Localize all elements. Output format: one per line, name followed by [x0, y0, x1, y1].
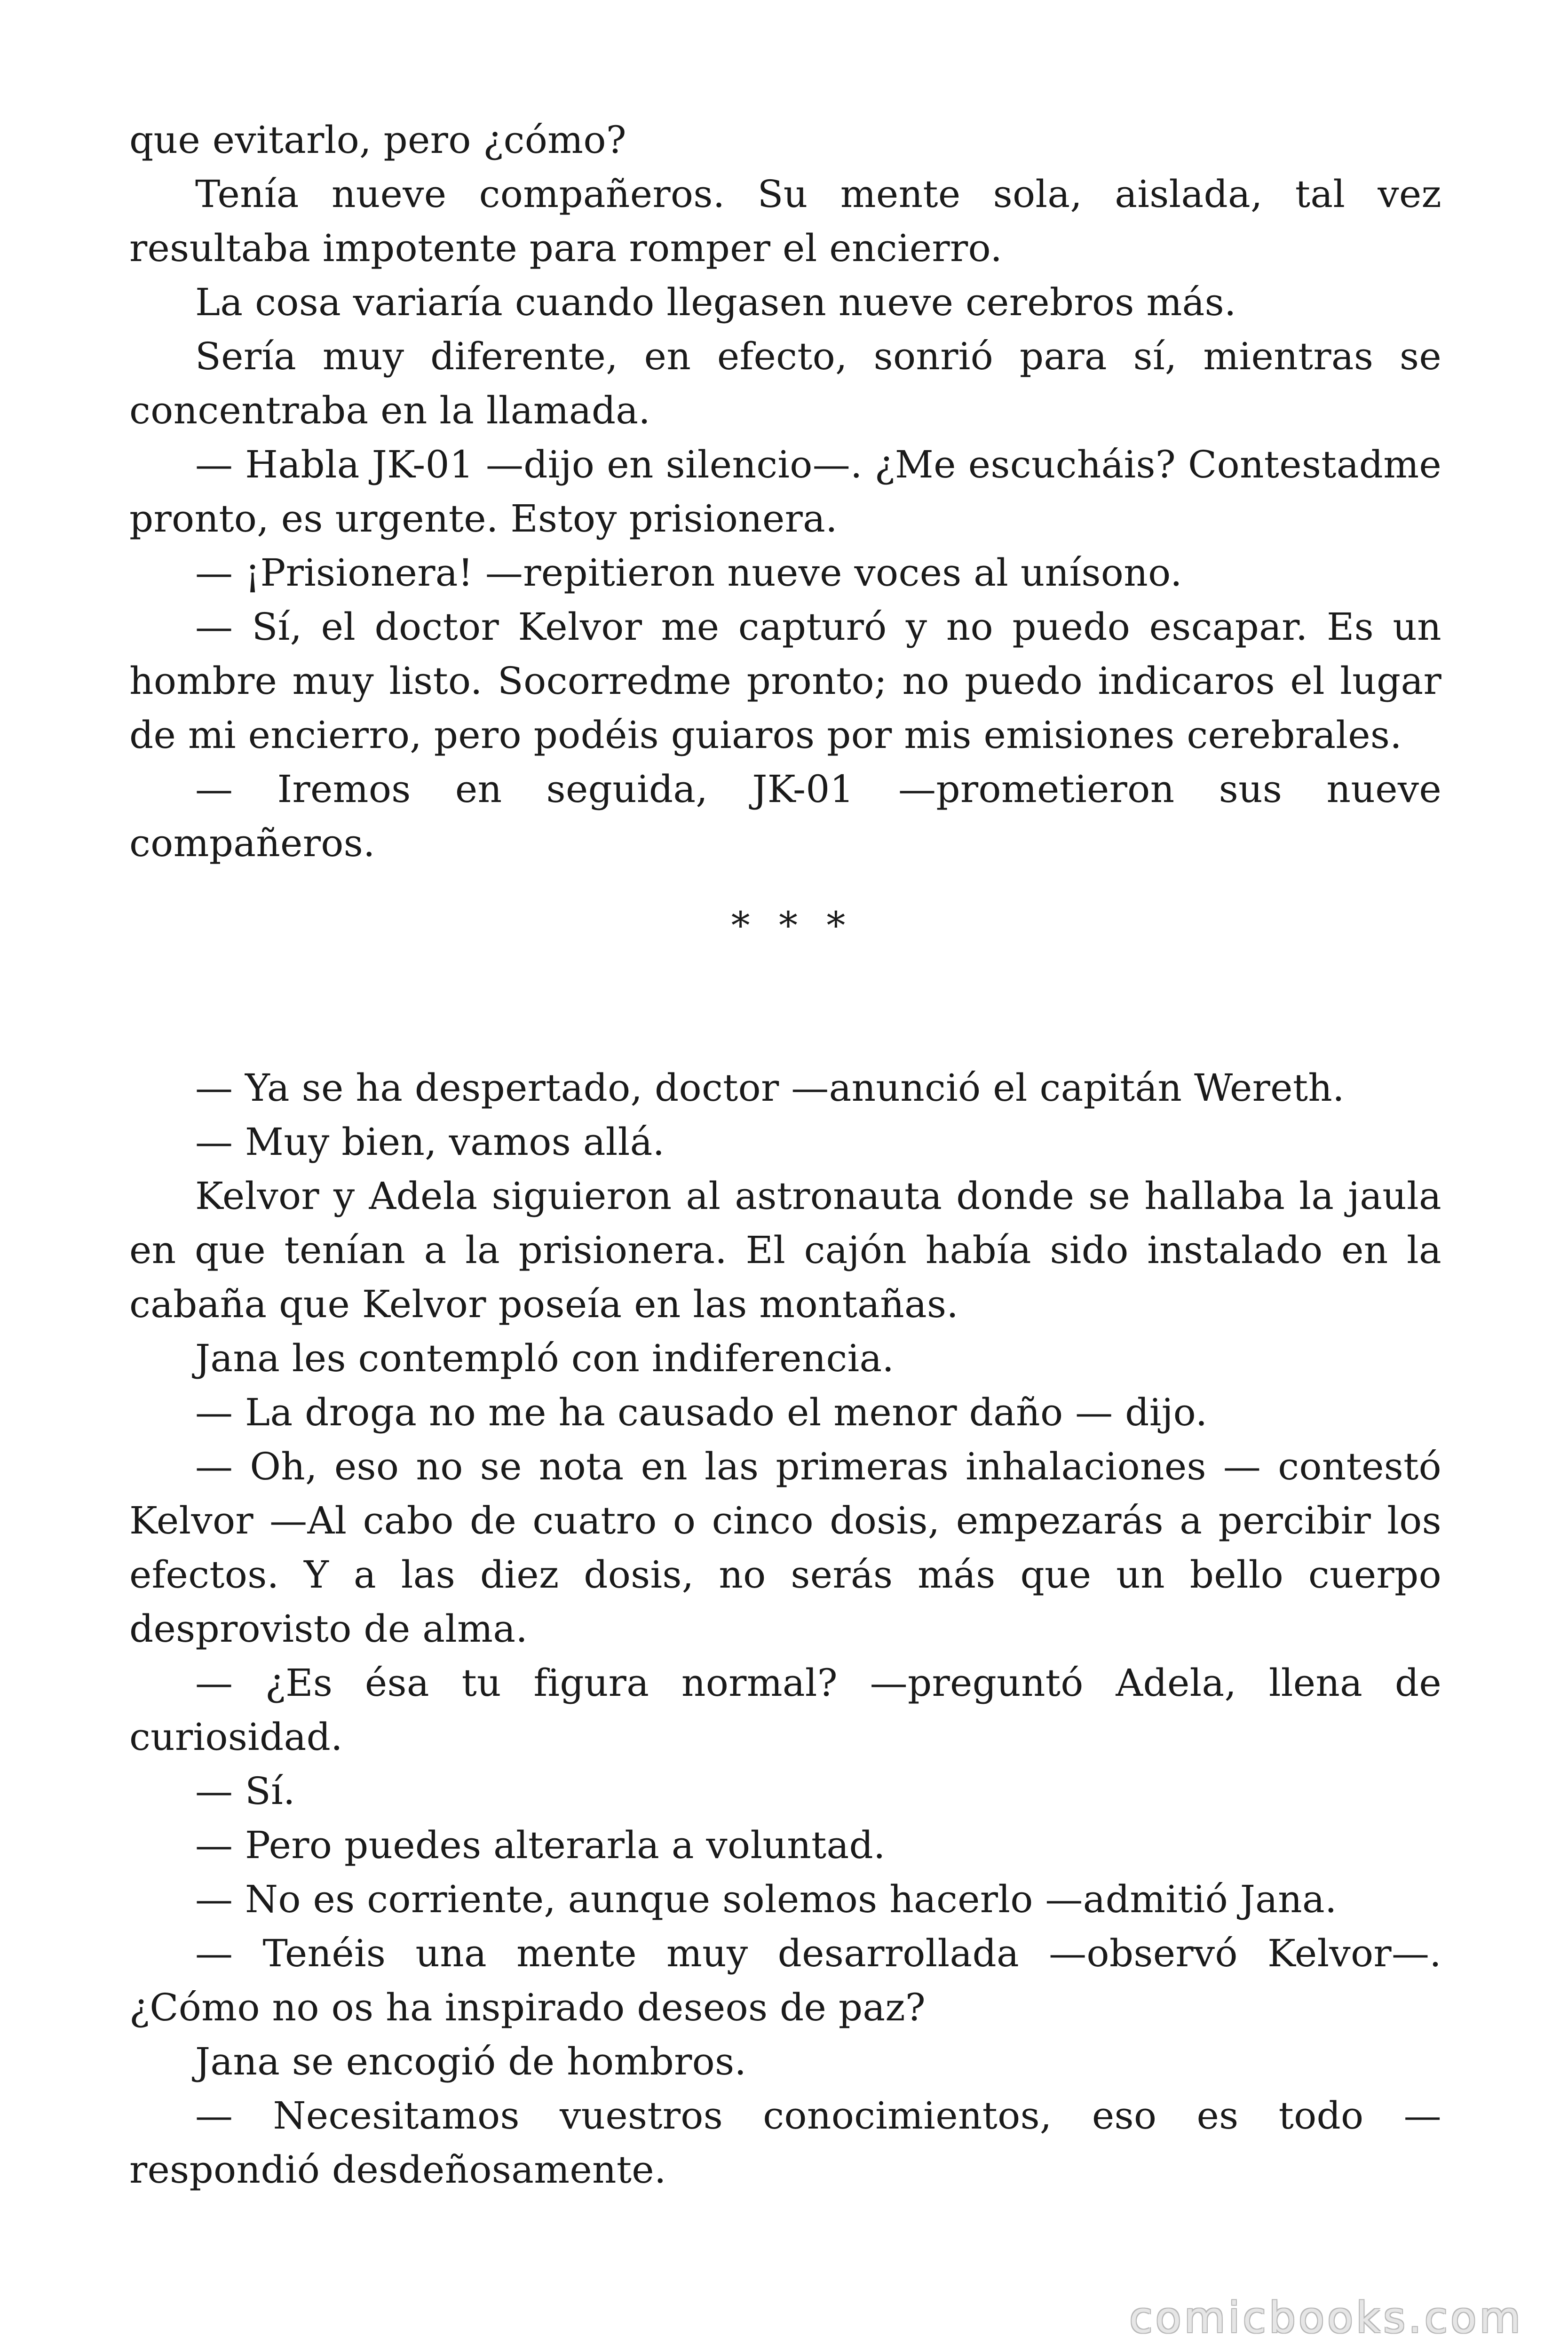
paragraph: Tenía nueve compañeros. Su mente sola, aislada, tal vez resultaba impotente para romper el encierro.	[129, 172, 1441, 270]
paragraph: — Ya se ha despertado, doctor —anunció el capitán Wereth.	[195, 1066, 1345, 1110]
paragraph: — Tenéis una mente muy desarrollada —observó Kelvor—. ¿Cómo no os ha inspirado deseos de paz?	[129, 1931, 1441, 2029]
paragraph: — Pero puedes alterarla a voluntad.	[195, 1823, 886, 1867]
paragraph: Sería muy diferente, en efecto, sonrió para sí, mientras se concentraba en la llamada.	[129, 334, 1441, 432]
paragraph: La cosa variaría cuando llegasen nueve cerebros más.	[195, 280, 1236, 324]
paragraph: — No es corriente, aunque solemos hacerlo —admitió Jana.	[195, 1877, 1337, 1921]
paragraph: Jana les contempló con indiferencia.	[195, 1336, 895, 1380]
section-separator: * * *	[731, 904, 854, 947]
paragraph: — Sí, el doctor Kelvor me capturó y no puedo escapar. Es un hombre muy listo. Socorredme pronto; no puedo indicaros el lugar de mi encierro, pero podéis guiaros por mis emisiones cerebrales.	[129, 605, 1441, 757]
paragraph: — Oh, eso no se nota en las primeras inhalaciones — contestó Kelvor —Al cabo de cuatro o cinco dosis, empezarás a percibir los efectos. Y a las diez dosis, no serás más que un bello cuerpo desprovisto de alma.	[129, 1445, 1441, 1651]
paragraph: que evitarlo, pero ¿cómo?	[129, 118, 626, 162]
paragraph: — Muy bien, vamos allá.	[195, 1120, 665, 1164]
watermark: comicbooks.com	[1129, 2293, 1523, 2343]
paragraph: — ¡Prisionera! —repitieron nueve voces al unísono.	[195, 551, 1182, 595]
paragraph: — Necesitamos vuestros conocimientos, eso es todo — respondió desdeñosamente.	[129, 2094, 1441, 2192]
paragraph: Kelvor y Adela siguieron al astronauta donde se hallaba la jaula en que tenían a la prisionera. El cajón había sido instalado en la cabaña que Kelvor poseía en las montañas.	[129, 1174, 1441, 1326]
page-body	[129, 113, 1441, 2197]
paragraph: Jana se encogió de hombros.	[195, 2040, 747, 2083]
paragraph: — Iremos en seguida, JK-01 —prometieron sus nueve compañeros.	[129, 767, 1441, 865]
paragraph: — Sí.	[195, 1769, 295, 1813]
paragraph: — ¿Es ésa tu figura normal? —preguntó Adela, llena de curiosidad.	[129, 1661, 1441, 1759]
paragraph: — Habla JK-01 —dijo en silencio—. ¿Me escucháis? Contestadme pronto, es urgente. Estoy prisionera.	[129, 443, 1441, 540]
paragraph: — La droga no me ha causado el menor daño — dijo.	[195, 1391, 1208, 1434]
